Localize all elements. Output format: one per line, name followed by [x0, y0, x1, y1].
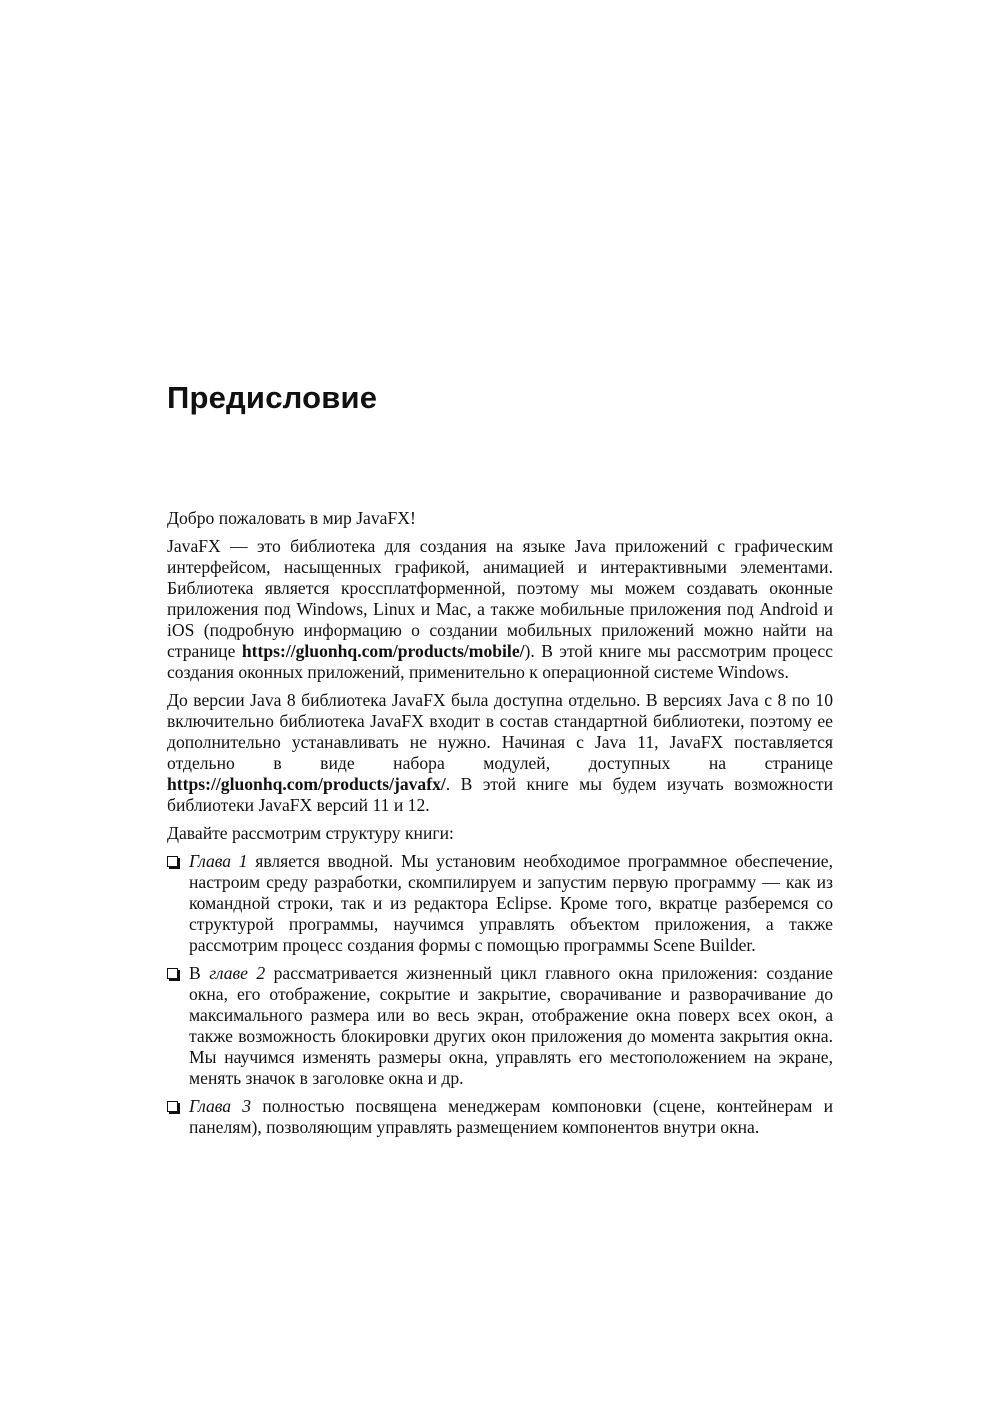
- list-item-text: полностью посвящена менеджерам компоновки (сцене, контейнерам и панелям), позволяющим управлять размещением компонентов внутри окна.: [189, 1096, 833, 1137]
- chapter-reference: Глава 3: [189, 1096, 252, 1116]
- list-item-text: рассматривается жизненный цикл главного окна приложения: создание окна, его отображение, сокрытие и закрытие, сворачивание и разворачивание до максимального размера или во весь экран, отображение окна поверх всех окон, а также возможность блокировки других окон приложения до момента закрытия окна. Мы научимся изменять размеры окна, управлять его местоположением на экране, менять значок в заголовке окна и др.: [189, 963, 833, 1088]
- chapter-reference: главе 2: [209, 963, 266, 983]
- list-item-chapter-2: [167, 963, 833, 1089]
- list-item-prefix: В: [189, 963, 210, 983]
- paragraph-versions-text-1: До версии Java 8 библиотека JavaFX была доступна отдельно. В версиях Java с 8 по 10 включительно библиотека JavaFX входит в состав стандартной библиотеки, поэтому ее дополнительно устанавливать не нужно. Начиная с Java 11, JavaFX поставляется отдельно в виде набора модулей, доступных на странице: [167, 690, 833, 773]
- list-item-chapter-1: [167, 851, 833, 956]
- paragraph-structure: Давайте рассмотрим структуру книги:: [167, 823, 454, 843]
- checkbox-bullet-icon: [167, 968, 178, 979]
- mobile-link[interactable]: https://gluonhq.com/products/mobile/: [241, 641, 525, 661]
- paragraph-welcome: Добро пожаловать в мир JavaFX!: [167, 508, 416, 528]
- paragraph-versions: [167, 690, 833, 816]
- javafx-link[interactable]: https://gluonhq.com/products/javafx/: [167, 774, 446, 794]
- chapter-title: Предисловие: [167, 380, 378, 415]
- body-text: [167, 508, 833, 1145]
- list-item-text: является вводной. Мы установим необходимое программное обеспечение, настроим среду разработки, скомпилируем и запустим первую программу — как из командной строки, так и из редактора Eclipse. Кроме того, вкратце разберемся со структурой программы, научимся управлять объектом приложения, а также рассмотрим процесс создания формы с помощью программы Scene Builder.: [189, 851, 833, 955]
- checkbox-bullet-icon: [167, 856, 178, 867]
- checkbox-bullet-icon: [167, 1101, 178, 1112]
- paragraph-intro-text-1: JavaFX — это библиотека для создания на языке Java приложений с графическим интерфейсом, насыщенных графикой, анимацией и интерактивными элементами. Библиотека является кроссплатформенной, поэтому мы можем создавать оконные приложения под Windows, Linux и Mac, а также мобильные приложения под Android и iOS (подробную информацию о создании мобильных приложений можно найти на странице: [167, 536, 833, 661]
- paragraph-intro: [167, 536, 833, 683]
- paragraph-versions-text-2: . В этой книге мы будем изучать возможности библиотеки JavaFX версий 11 и 12.: [167, 774, 833, 815]
- list-item-chapter-3: [167, 1096, 833, 1138]
- paragraph-intro-text-2: ). В этой книге мы рассмотрим процесс создания оконных приложений, применительно к операционной системе Windows.: [167, 641, 833, 682]
- chapter-list: [167, 851, 833, 1138]
- chapter-reference: Глава 1: [189, 851, 248, 871]
